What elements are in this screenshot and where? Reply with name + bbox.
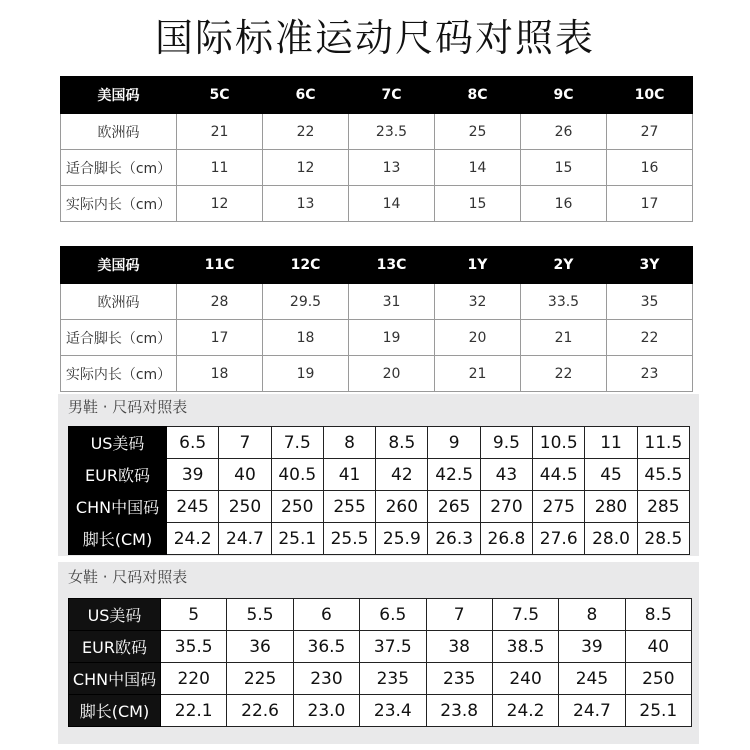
table-cell: 45: [585, 459, 637, 491]
table-cell: 26: [521, 114, 607, 150]
table-cell: 6: [293, 599, 359, 631]
table-cell: 250: [271, 491, 323, 523]
table-row: [69, 599, 692, 631]
table-cell: 6.5: [167, 427, 219, 459]
table-row: [61, 320, 693, 356]
table-cell: 245: [559, 663, 625, 695]
table-cell: 37.5: [360, 631, 426, 663]
table-cell: 7.5: [492, 599, 558, 631]
women-size-table: [68, 598, 692, 727]
row-label: EUR欧码: [69, 631, 161, 663]
header-label: 美国码: [61, 247, 177, 284]
page-title: 国际标准运动尺码对照表: [154, 16, 595, 60]
table-cell: 235: [426, 663, 492, 695]
table-row: [61, 114, 693, 150]
row-label: 适合脚长（cm）: [61, 320, 177, 356]
table-cell: 21: [521, 320, 607, 356]
size-cell: 7C: [349, 77, 435, 114]
table-cell: 33.5: [521, 284, 607, 320]
row-label: CHN中国码: [69, 663, 161, 695]
table-cell: 25.1: [271, 523, 323, 555]
table-cell: 28.0: [585, 523, 637, 555]
women-size-panel: [58, 562, 699, 744]
table-cell: 11: [585, 427, 637, 459]
kids-size-chart-1: [60, 76, 693, 222]
table-cell: 25: [435, 114, 521, 150]
table-cell: 12: [177, 186, 263, 222]
table-cell: 25.5: [323, 523, 375, 555]
row-label: 欧洲码: [61, 114, 177, 150]
table-cell: 9.5: [480, 427, 532, 459]
table-row: [61, 356, 693, 392]
table-cell: 14: [349, 186, 435, 222]
table-cell: 7: [219, 427, 271, 459]
table-cell: 22.1: [161, 695, 227, 727]
table-header-row: [61, 77, 693, 114]
table-cell: 5.5: [227, 599, 293, 631]
table-cell: 280: [585, 491, 637, 523]
row-label: 欧洲码: [61, 284, 177, 320]
table-cell: 25.1: [625, 695, 691, 727]
table-cell: 23: [607, 356, 693, 392]
table-cell: 23.5: [349, 114, 435, 150]
men-size-table: [68, 426, 690, 555]
table-cell: 5: [161, 599, 227, 631]
men-size-panel: [58, 394, 699, 556]
table-cell: 40.5: [271, 459, 323, 491]
table-cell: 43: [480, 459, 532, 491]
table-cell: 18: [263, 320, 349, 356]
women-chart-caption: 女鞋 · 尺码对照表: [68, 568, 188, 586]
table-cell: 17: [177, 320, 263, 356]
table-cell: 245: [167, 491, 219, 523]
table-row: [69, 427, 690, 459]
table-cell: 16: [607, 150, 693, 186]
men-chart-caption: 男鞋 · 尺码对照表: [68, 398, 188, 416]
table-row: [69, 459, 690, 491]
table-cell: 7: [426, 599, 492, 631]
table-cell: 16: [521, 186, 607, 222]
table-cell: 24.2: [167, 523, 219, 555]
size-cell: 9C: [521, 77, 607, 114]
table-cell: 24.7: [559, 695, 625, 727]
table-cell: 14: [435, 150, 521, 186]
size-cell: 11C: [177, 247, 263, 284]
table-cell: 13: [349, 150, 435, 186]
table-cell: 35.5: [161, 631, 227, 663]
table-cell: 20: [435, 320, 521, 356]
table-cell: 38: [426, 631, 492, 663]
table-cell: 35: [607, 284, 693, 320]
size-cell: 13C: [349, 247, 435, 284]
table-cell: 36: [227, 631, 293, 663]
size-cell: 6C: [263, 77, 349, 114]
table-row: [69, 491, 690, 523]
table-cell: 40: [219, 459, 271, 491]
table-cell: 7.5: [271, 427, 323, 459]
table-cell: 31: [349, 284, 435, 320]
size-cell: 12C: [263, 247, 349, 284]
row-label: 实际内长（cm）: [61, 356, 177, 392]
table-cell: 27: [607, 114, 693, 150]
table-cell: 22: [263, 114, 349, 150]
row-label: CHN中国码: [69, 491, 167, 523]
table-cell: 36.5: [293, 631, 359, 663]
table-cell: 42: [376, 459, 428, 491]
row-label: 实际内长（cm）: [61, 186, 177, 222]
table-cell: 23.0: [293, 695, 359, 727]
table-cell: 285: [637, 491, 689, 523]
table-cell: 42.5: [428, 459, 480, 491]
table-row: [69, 631, 692, 663]
size-cell: 1Y: [435, 247, 521, 284]
row-label: 脚长(CM): [69, 523, 167, 555]
table-cell: 21: [435, 356, 521, 392]
row-label: 适合脚长（cm）: [61, 150, 177, 186]
table-cell: 17: [607, 186, 693, 222]
table-cell: 275: [533, 491, 585, 523]
table-cell: 8: [559, 599, 625, 631]
table-cell: 22.6: [227, 695, 293, 727]
table-cell: 8.5: [376, 427, 428, 459]
table-cell: 250: [625, 663, 691, 695]
table-cell: 28.5: [637, 523, 689, 555]
table-header-row: [61, 247, 693, 284]
table-cell: 240: [492, 663, 558, 695]
table-cell: 21: [177, 114, 263, 150]
size-cell: 8C: [435, 77, 521, 114]
table-cell: 28: [177, 284, 263, 320]
table-cell: 24.7: [219, 523, 271, 555]
table-cell: 23.4: [360, 695, 426, 727]
row-label: US美码: [69, 427, 167, 459]
table-row: [61, 150, 693, 186]
table-cell: 39: [559, 631, 625, 663]
row-label: 脚长(CM): [69, 695, 161, 727]
table-cell: 38.5: [492, 631, 558, 663]
size-cell: 2Y: [521, 247, 607, 284]
table-cell: 6.5: [360, 599, 426, 631]
table-cell: 11: [177, 150, 263, 186]
table-cell: 27.6: [533, 523, 585, 555]
table-cell: 15: [521, 150, 607, 186]
table-cell: 22: [521, 356, 607, 392]
table-cell: 41: [323, 459, 375, 491]
table-cell: 26.3: [428, 523, 480, 555]
table-cell: 22: [607, 320, 693, 356]
table-cell: 255: [323, 491, 375, 523]
table-cell: 20: [349, 356, 435, 392]
header-label: 美国码: [61, 77, 177, 114]
table-cell: 225: [227, 663, 293, 695]
table-cell: 32: [435, 284, 521, 320]
table-cell: 12: [263, 150, 349, 186]
table-cell: 26.8: [480, 523, 532, 555]
table-cell: 265: [428, 491, 480, 523]
table-cell: 23.8: [426, 695, 492, 727]
size-cell: 10C: [607, 77, 693, 114]
table-row: [69, 695, 692, 727]
table-cell: 40: [625, 631, 691, 663]
table-cell: 24.2: [492, 695, 558, 727]
table-cell: 9: [428, 427, 480, 459]
table-cell: 220: [161, 663, 227, 695]
table-row: [61, 186, 693, 222]
size-cell: 5C: [177, 77, 263, 114]
table-cell: 230: [293, 663, 359, 695]
table-cell: 8: [323, 427, 375, 459]
table-cell: 8.5: [625, 599, 691, 631]
table-cell: 45.5: [637, 459, 689, 491]
row-label: EUR欧码: [69, 459, 167, 491]
table-row: [61, 284, 693, 320]
table-cell: 270: [480, 491, 532, 523]
table-cell: 250: [219, 491, 271, 523]
table-cell: 260: [376, 491, 428, 523]
row-label: US美码: [69, 599, 161, 631]
table-cell: 19: [349, 320, 435, 356]
table-cell: 15: [435, 186, 521, 222]
table-cell: 10.5: [533, 427, 585, 459]
kids-size-chart-2: [60, 246, 693, 392]
table-row: [69, 523, 690, 555]
table-cell: 44.5: [533, 459, 585, 491]
table-cell: 13: [263, 186, 349, 222]
table-cell: 11.5: [637, 427, 689, 459]
table-cell: 235: [360, 663, 426, 695]
table-cell: 29.5: [263, 284, 349, 320]
table-cell: 19: [263, 356, 349, 392]
size-cell: 3Y: [607, 247, 693, 284]
table-row: [69, 663, 692, 695]
table-cell: 39: [167, 459, 219, 491]
table-cell: 18: [177, 356, 263, 392]
table-cell: 25.9: [376, 523, 428, 555]
